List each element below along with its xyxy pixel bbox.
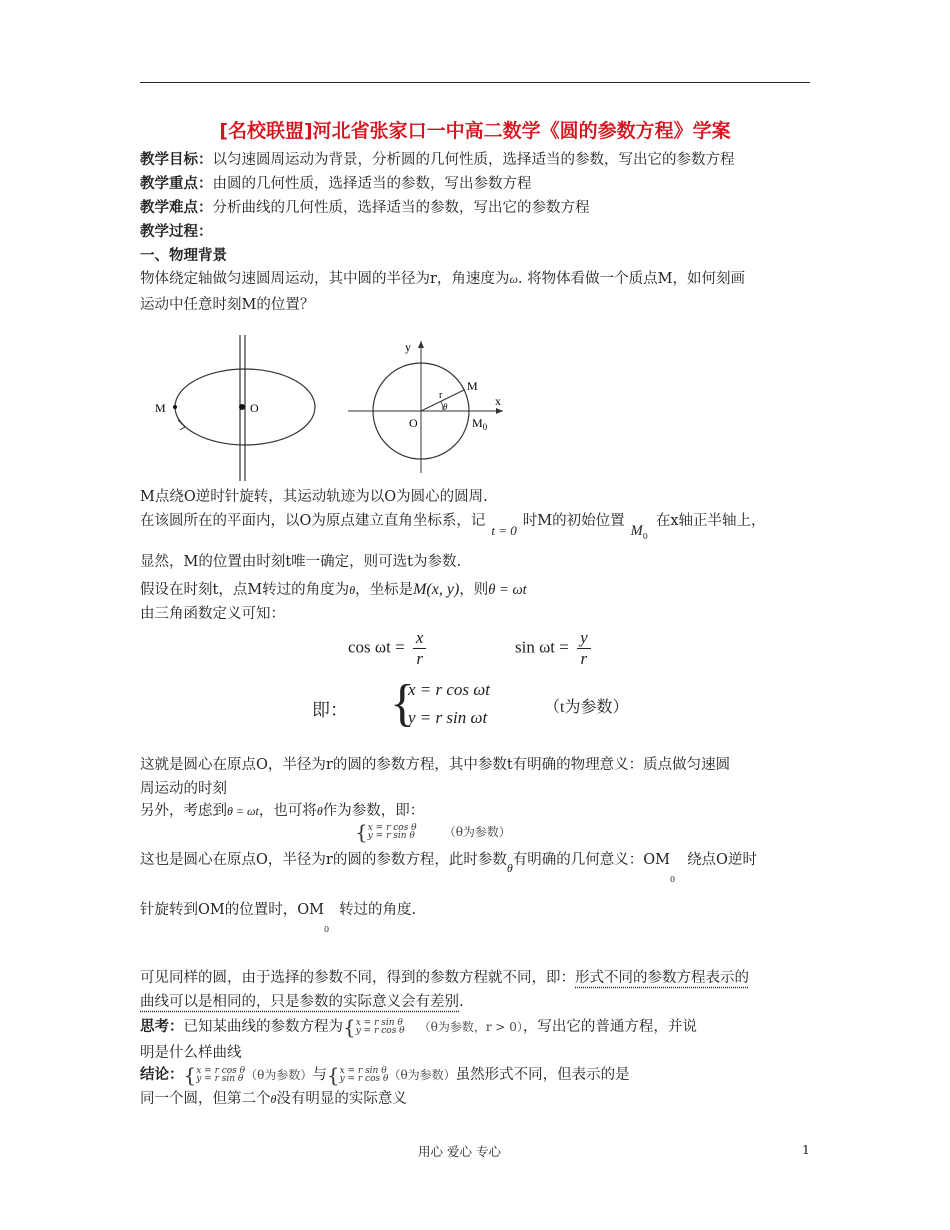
para5-emph-a: 形式不同的参数方程表示的 [575, 970, 749, 986]
para3-line1: 这就是圆心在原点O，半径为r的圆的参数方程，其中参数t有明确的物理意义：质点做匀速圆 [140, 757, 731, 773]
think-eq-y: y = r cos θ [355, 1026, 405, 1036]
theta-omega-t: θ = ωt [488, 582, 527, 598]
para3-text-c: 作为参数，即： [322, 803, 425, 819]
para4-line2 [140, 898, 417, 934]
para4-text-2b: 转过的角度. [339, 902, 417, 918]
concl-mid: 与 [312, 1067, 327, 1083]
fig1-label-m: M [155, 401, 166, 415]
think-param-note: （θ为参数，r > 0） [418, 1020, 523, 1034]
para3-text-a: 另外，考虑到 [140, 803, 227, 819]
fig2-m0-label [472, 416, 488, 432]
fig2-x-label: x [495, 394, 501, 408]
para2-text-c: 在x轴正半轴上， [655, 513, 766, 529]
concl-a-param: （θ为参数） [245, 1068, 313, 1082]
keypoint-line [140, 172, 532, 193]
para3-line3 [140, 799, 424, 820]
theta-symbol-4: θ [270, 1092, 277, 1106]
concl-a-eq-y: y = r sin θ [196, 1074, 244, 1084]
m0-symbol: M [630, 523, 643, 539]
para2-line2 [140, 509, 766, 541]
fig2-m0-sub: 0 [482, 422, 488, 432]
concl-text-2a: 同一个圆，但第二个 [140, 1091, 271, 1107]
para2-text-4b: ，坐标是 [355, 582, 414, 598]
conclusion-brace-a-icon: { [183, 1063, 197, 1087]
para5-period: . [459, 994, 464, 1010]
concl-text-1: 虽然形式不同，但表示的是 [455, 1067, 630, 1083]
cos-formula [348, 628, 426, 669]
ji-label: 即： [312, 700, 348, 721]
keypoint-text: 由圆的几何性质，选择适当的参数，写出参数方程 [212, 176, 532, 192]
para3-text-b: ，也可将 [258, 803, 317, 819]
theta-symbol-3: θ [506, 861, 513, 875]
para1-line2: 运动中任意时刻M的位置？ [140, 297, 315, 313]
think-brace-icon: { [343, 1015, 356, 1039]
fig2-m-label: M [467, 379, 478, 393]
conclusion-system-a [196, 1067, 245, 1083]
conclusion-line2 [140, 1087, 407, 1108]
para2-text-a: 在该圆所在的平面内，以O为原点建立直角坐标系，记 [140, 513, 486, 529]
eq-x-theta: x = r cos θ [367, 822, 417, 833]
para2-line3: 显然，M的位置由时刻t唯一确定，则可选t为参数. [140, 554, 462, 570]
para1-text-a: 物体绕定轴做匀速圆周运动，其中圆的半径为r，角速度为 [140, 271, 510, 287]
y-axis-arrow-icon [418, 341, 424, 348]
param-system-t [312, 676, 652, 736]
rotation-figure [150, 335, 340, 485]
think-eq-x: x = r sin θ [355, 1018, 403, 1028]
para3-line2: 周运动的时刻 [140, 781, 227, 797]
para4-text-2a: 针旋转到OM的位置时，OM [140, 902, 324, 918]
x-axis-arrow-icon [496, 408, 503, 414]
para2-text-b: 时M的初始位置 [522, 513, 625, 529]
header-rule [140, 82, 810, 83]
para2-line4 [140, 578, 527, 599]
conclusion-label: 结论： [140, 1067, 184, 1083]
sin-lhs: sin ωt = [515, 637, 569, 657]
sin-fraction [577, 628, 591, 669]
conclusion-system-b [340, 1067, 389, 1083]
small-brace-icon: { [355, 819, 368, 844]
difficulty-line [140, 196, 590, 217]
para2-text-4c: ，则 [459, 582, 489, 598]
theta-symbol-2: θ [316, 804, 323, 818]
fig1-label-o: O [250, 401, 259, 415]
cos-num: x [413, 628, 427, 649]
cos-lhs: cos ωt = [348, 637, 405, 657]
param-t-note: （t为参数） [544, 699, 629, 716]
para5-line2 [140, 990, 464, 1011]
eq-x-t: x = r cos ωt [408, 680, 491, 699]
om0-subscript-2: 0 [323, 925, 330, 934]
objective-text: 以匀速圆周运动为背景，分析圆的几何性质，选择适当的参数，写出它的参数方程 [212, 152, 735, 168]
para4-text-a: 这也是圆心在原点O，半径为r的圆的参数方程，此时参数 [140, 852, 507, 868]
coordinate-circle-figure [345, 335, 515, 475]
para1-line1 [140, 267, 745, 288]
sin-formula [515, 628, 591, 669]
sin-num: y [577, 628, 591, 649]
para5-emph-b: 曲线可以是相同的，只是参数的实际意义会有差别 [140, 994, 459, 1010]
para4-text-c: 绕点O逆时 [687, 852, 757, 868]
think-line1 [140, 1015, 697, 1039]
para2-text-4a: 假设在时刻t，点M转过的角度为 [140, 582, 350, 598]
sin-den: r [580, 649, 588, 668]
om0-subscript: 0 [669, 875, 676, 884]
difficulty-text: 分析曲线的几何性质，选择适当的参数，写出它的参数方程 [212, 200, 590, 216]
para1-text-b: . 将物体看做一个质点M，如何刻画 [517, 271, 745, 287]
concl-a-eq-x: x = r cos θ [196, 1066, 246, 1076]
objective-line [140, 148, 735, 169]
footer-motto: 用心 爱心 专心 [418, 1144, 501, 1159]
theta-system-eqs [368, 824, 417, 840]
param-theta-note: （θ为参数） [443, 825, 511, 839]
keypoint-label: 教学重点： [140, 176, 213, 192]
concl-text-2b: 没有明显的实际意义 [276, 1091, 407, 1107]
objective-label: 教学目标： [140, 152, 213, 168]
conclusion-line1 [140, 1063, 630, 1087]
left-brace-icon: { [390, 675, 415, 732]
conclusion-brace-b-icon: { [326, 1063, 340, 1087]
param-system-theta [355, 819, 511, 844]
fig2-o-label: O [409, 416, 418, 430]
think-system [356, 1019, 405, 1035]
concl-b-eq-y: y = r cos θ [339, 1074, 389, 1084]
para2-line5: 由三角函数定义可知： [140, 606, 285, 622]
think-text-2: ，写出它的普通方程，并说 [522, 1019, 697, 1035]
para4-line1 [140, 848, 757, 884]
difficulty-label: 教学难点： [140, 200, 213, 216]
t-zero: t = 0 [491, 523, 517, 538]
process-label: 教学过程： [140, 224, 213, 240]
fig2-m0-letter: M [472, 416, 483, 430]
para5-text-a: 可见同样的圆，由于选择的参数不同，得到的参数方程就不同，即： [140, 970, 575, 986]
think-line2: 明是什么样曲线 [140, 1045, 242, 1061]
fig2-r-label: r [439, 390, 443, 401]
fig2-theta-label: θ [443, 402, 448, 412]
para5-line1 [140, 966, 749, 987]
mass-point [173, 405, 177, 409]
section1-heading: 一、物理背景 [140, 248, 227, 264]
concl-b-eq-x: x = r sin θ [339, 1066, 387, 1076]
omega-symbol: ω [509, 272, 518, 286]
m0-subscript: 0 [642, 532, 648, 541]
cos-den: r [416, 649, 423, 668]
page-title: [名校联盟]河北省张家口一中高二数学《圆的参数方程》学案 [219, 120, 731, 142]
theta-omega-t-2: θ = ωt [227, 804, 259, 818]
para4-text-b: 有明确的几何意义：OM [512, 852, 670, 868]
theta-symbol: θ [349, 583, 356, 597]
eq-y-theta: y = r sin θ [367, 830, 415, 841]
page-number: 1 [802, 1142, 810, 1157]
fig2-y-label: y [405, 340, 411, 354]
think-text-1: 已知某曲线的参数方程为 [183, 1019, 343, 1035]
axis-point [239, 404, 245, 410]
concl-b-param: （θ为参数） [388, 1068, 456, 1082]
eq-y-t: y = r sin ωt [408, 708, 488, 727]
coord-m: M(x, y) [413, 581, 460, 598]
para2-line1: M点绕O逆时针旋转，其运动轨迹为以O为圆心的圆周. [140, 489, 488, 505]
cos-fraction [413, 628, 427, 669]
think-label: 思考： [140, 1019, 184, 1035]
